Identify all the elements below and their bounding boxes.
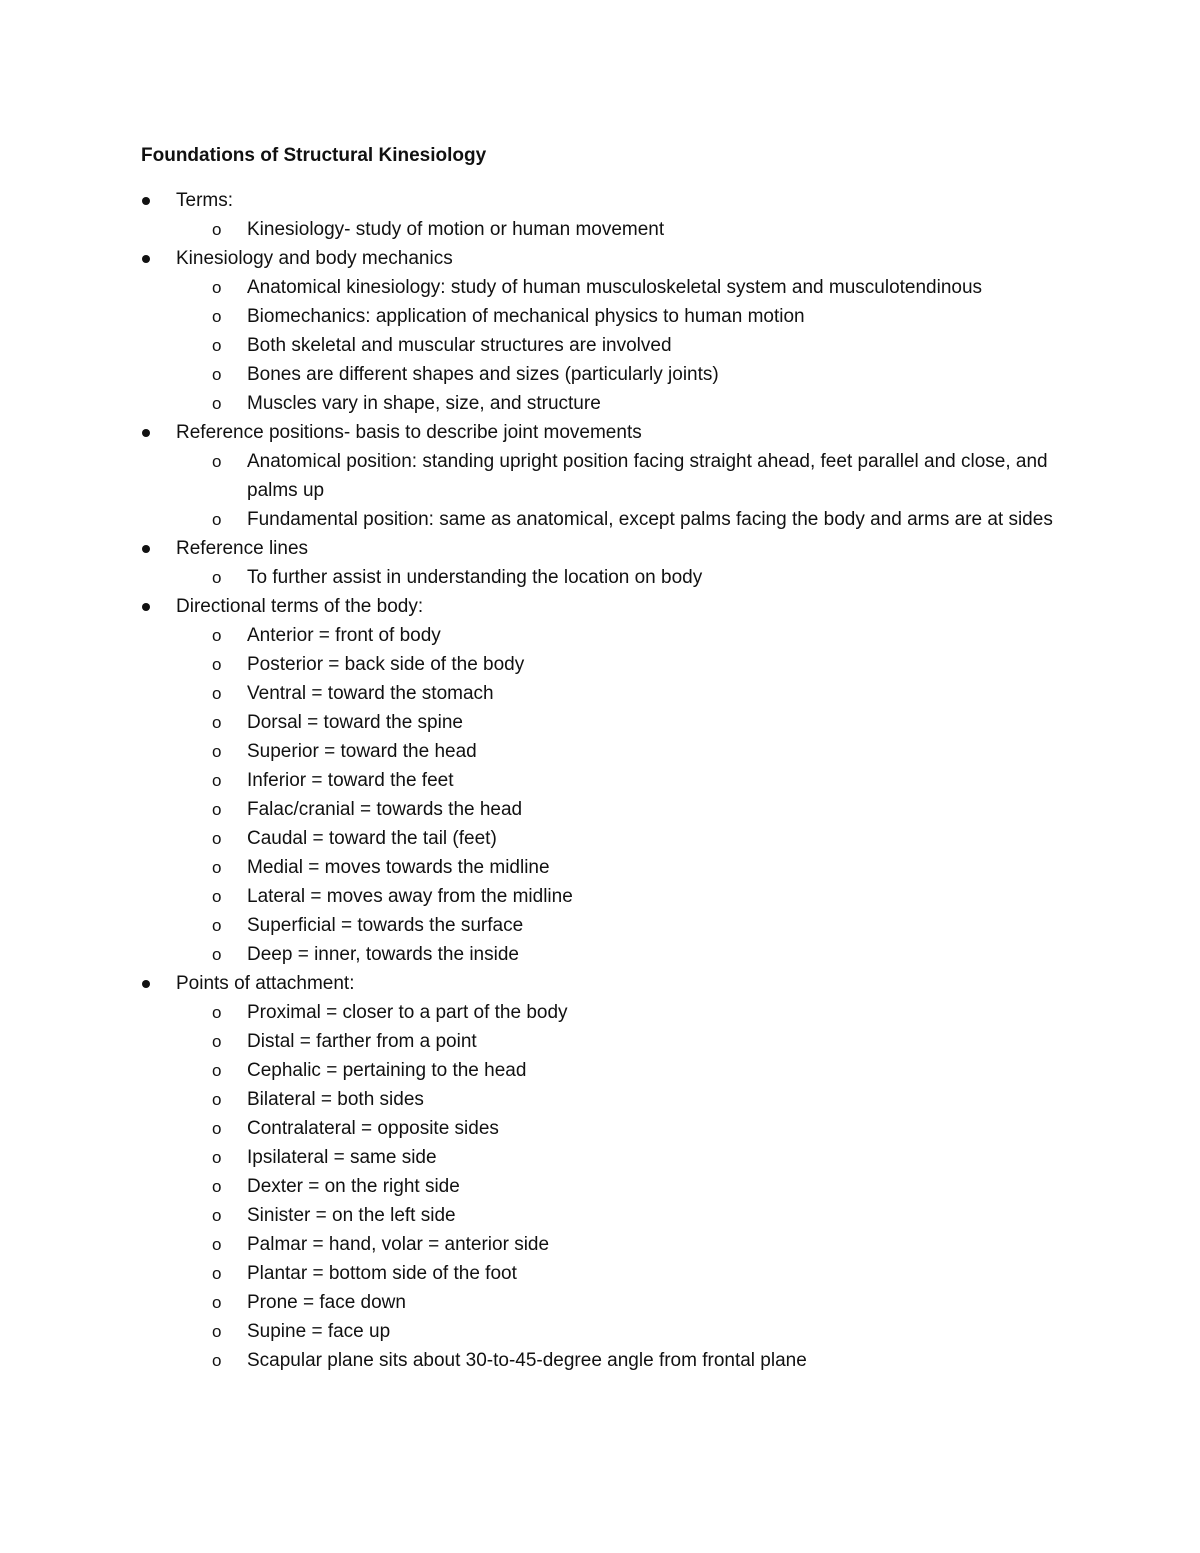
- sub-item: [0, 737, 1200, 766]
- topic-label: Directional terms of the body:: [176, 596, 424, 617]
- sub-item-text: Palmar = hand, volar = anterior side: [247, 1234, 550, 1255]
- circle-bullet-icon: o: [212, 1293, 222, 1312]
- circle-bullet-icon: o: [212, 1206, 222, 1225]
- sub-item: [0, 853, 1200, 882]
- sub-item: [0, 650, 1200, 679]
- sub-item: [0, 679, 1200, 708]
- bullet-icon: [142, 545, 150, 553]
- sub-item-text: Dorsal = toward the spine: [247, 712, 463, 733]
- sub-item: [0, 1259, 1200, 1288]
- circle-bullet-icon: o: [212, 1119, 222, 1138]
- sub-item-text: Bilateral = both sides: [247, 1089, 424, 1110]
- sub-item-text: To further assist in understanding the location on body: [247, 567, 703, 588]
- circle-bullet-icon: o: [212, 1235, 222, 1254]
- sub-item-text: Proximal = closer to a part of the body: [247, 1002, 568, 1023]
- sub-item-text: Medial = moves towards the midline: [247, 857, 550, 878]
- sub-item-text: Dexter = on the right side: [247, 1176, 460, 1197]
- sub-item-text: Deep = inner, towards the inside: [247, 944, 519, 965]
- sub-item: [0, 1201, 1200, 1230]
- sub-item-text: Both skeletal and muscular structures are involved: [247, 335, 672, 356]
- circle-bullet-icon: o: [212, 1322, 222, 1341]
- sub-item-text: Falac/cranial = towards the head: [247, 799, 523, 820]
- circle-bullet-icon: o: [212, 394, 222, 413]
- circle-bullet-icon: o: [212, 684, 222, 703]
- circle-bullet-icon: o: [212, 742, 222, 761]
- outline-topic: [0, 244, 1200, 418]
- sub-item-text: Inferior = toward the feet: [247, 770, 454, 791]
- sub-item-text: Bones are different shapes and sizes (particularly joints): [247, 364, 719, 385]
- sub-item-text: Superior = toward the head: [247, 741, 477, 762]
- topic-row: [0, 244, 1200, 273]
- sub-item: [0, 505, 1200, 534]
- sub-list: [0, 447, 1200, 534]
- outline-list: [0, 186, 1200, 1375]
- topic-label: Reference positions- basis to describe joint movements: [176, 422, 642, 443]
- circle-bullet-icon: o: [212, 626, 222, 645]
- sub-list: [0, 215, 1200, 244]
- circle-bullet-icon: o: [212, 800, 222, 819]
- outline-topic: [0, 592, 1200, 969]
- circle-bullet-icon: o: [212, 858, 222, 877]
- sub-item: [0, 1230, 1200, 1259]
- sub-item: [0, 998, 1200, 1027]
- circle-bullet-icon: o: [212, 1003, 222, 1022]
- topic-row: [0, 418, 1200, 447]
- circle-bullet-icon: o: [212, 1148, 222, 1167]
- sub-item: [0, 302, 1200, 331]
- sub-item: [0, 1172, 1200, 1201]
- sub-item-text: Anatomical position: standing upright position facing straight ahead, feet parallel and close, and palms up: [247, 451, 1048, 501]
- outline-topic: [0, 969, 1200, 1375]
- circle-bullet-icon: o: [212, 1090, 222, 1109]
- sub-item-text: Kinesiology- study of motion or human movement: [247, 219, 665, 240]
- circle-bullet-icon: o: [212, 1264, 222, 1283]
- sub-item: [0, 1056, 1200, 1085]
- circle-bullet-icon: o: [212, 307, 222, 326]
- topic-label: Points of attachment:: [176, 973, 355, 994]
- sub-item-text: Scapular plane sits about 30-to-45-degree angle from frontal plane: [247, 1350, 807, 1371]
- circle-bullet-icon: o: [212, 771, 222, 790]
- sub-item: [0, 1288, 1200, 1317]
- sub-item: [0, 795, 1200, 824]
- sub-item-text: Biomechanics: application of mechanical physics to human motion: [247, 306, 805, 327]
- sub-item-text: Supine = face up: [247, 1321, 391, 1342]
- sub-item: [0, 389, 1200, 418]
- sub-item: [0, 940, 1200, 969]
- sub-list: [0, 621, 1200, 969]
- circle-bullet-icon: o: [212, 1177, 222, 1196]
- sub-list: [0, 273, 1200, 418]
- circle-bullet-icon: o: [212, 1351, 222, 1370]
- topic-label: Kinesiology and body mechanics: [176, 248, 453, 269]
- circle-bullet-icon: o: [212, 655, 222, 674]
- sub-item-text: Cephalic = pertaining to the head: [247, 1060, 527, 1081]
- topic-label: Terms:: [176, 190, 233, 211]
- outline-topic: [0, 186, 1200, 244]
- sub-item: [0, 1114, 1200, 1143]
- sub-item: [0, 708, 1200, 737]
- sub-item-text: Anterior = front of body: [247, 625, 441, 646]
- sub-item-text: Superficial = towards the surface: [247, 915, 524, 936]
- sub-item: [0, 1346, 1200, 1375]
- sub-item-text: Ipsilateral = same side: [247, 1147, 437, 1168]
- topic-row: [0, 969, 1200, 998]
- circle-bullet-icon: o: [212, 278, 222, 297]
- circle-bullet-icon: o: [212, 452, 222, 471]
- sub-list: [0, 563, 1200, 592]
- topic-row: [0, 186, 1200, 215]
- sub-item-text: Caudal = toward the tail (feet): [247, 828, 497, 849]
- topic-row: [0, 592, 1200, 621]
- sub-item: [0, 911, 1200, 940]
- circle-bullet-icon: o: [212, 365, 222, 384]
- sub-item-text: Prone = face down: [247, 1292, 406, 1313]
- circle-bullet-icon: o: [212, 1032, 222, 1051]
- sub-item-text: Anatomical kinesiology: study of human musculoskeletal system and musculotendinous: [247, 277, 983, 298]
- topic-label: Reference lines: [176, 538, 309, 559]
- outline-topic: [0, 418, 1200, 534]
- sub-item: [0, 273, 1200, 302]
- sub-item: [0, 766, 1200, 795]
- circle-bullet-icon: o: [212, 336, 222, 355]
- circle-bullet-icon: o: [212, 1061, 222, 1080]
- sub-item-text: Posterior = back side of the body: [247, 654, 525, 675]
- bullet-icon: [142, 980, 150, 988]
- sub-item: [0, 824, 1200, 853]
- sub-item: [0, 882, 1200, 911]
- sub-item-text: Lateral = moves away from the midline: [247, 886, 573, 907]
- circle-bullet-icon: o: [212, 887, 222, 906]
- sub-item: [0, 331, 1200, 360]
- circle-bullet-icon: o: [212, 568, 222, 587]
- sub-item: [0, 563, 1200, 592]
- sub-item-text: Fundamental position: same as anatomical, except palms facing the body and arms are at sides: [247, 509, 1053, 530]
- circle-bullet-icon: o: [212, 829, 222, 848]
- bullet-icon: [142, 255, 150, 263]
- bullet-icon: [142, 603, 150, 611]
- sub-list: [0, 998, 1200, 1375]
- sub-item: [0, 360, 1200, 389]
- sub-item: [0, 215, 1200, 244]
- circle-bullet-icon: o: [212, 510, 222, 529]
- circle-bullet-icon: o: [212, 916, 222, 935]
- circle-bullet-icon: o: [212, 713, 222, 732]
- document-title: Foundations of Structural Kinesiology: [141, 145, 487, 166]
- circle-bullet-icon: o: [212, 945, 222, 964]
- circle-bullet-icon: o: [212, 220, 222, 239]
- topic-row: [0, 534, 1200, 563]
- sub-item-text: Contralateral = opposite sides: [247, 1118, 499, 1139]
- sub-item-text: Distal = farther from a point: [247, 1031, 477, 1052]
- sub-item: [0, 1317, 1200, 1346]
- outline-topic: [0, 534, 1200, 592]
- sub-item: [0, 447, 1200, 505]
- bullet-icon: [142, 429, 150, 437]
- bullet-icon: [142, 197, 150, 205]
- sub-item: [0, 1085, 1200, 1114]
- sub-item-text: Ventral = toward the stomach: [247, 683, 494, 704]
- sub-item-text: Plantar = bottom side of the foot: [247, 1263, 517, 1284]
- sub-item: [0, 621, 1200, 650]
- sub-item-text: Sinister = on the left side: [247, 1205, 456, 1226]
- sub-item-text: Muscles vary in shape, size, and structure: [247, 393, 601, 414]
- sub-item: [0, 1143, 1200, 1172]
- sub-item: [0, 1027, 1200, 1056]
